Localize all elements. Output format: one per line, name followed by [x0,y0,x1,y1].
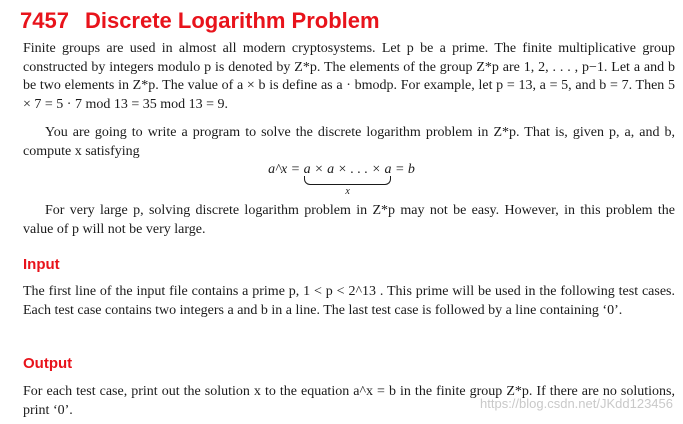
statement-paragraph-2: You are going to write a program to solve the discrete logarithm problem in Z*p. That is, given p, a, and b, compute x satisfying [23,125,675,159]
equation-right: = b [394,162,415,177]
underbrace-label: x [345,186,350,197]
statement-paragraph-1: Finite groups are used in almost all modern cryptosystems. Let p be a prime. The finite multiplicative group constructed by integers modulo p is denoted by Z*p. The elements of the group Z*p are 1, 2, . . . , p−1. Let a and b be two elements in Z*p. The value of a × b is define as a · bmodp. For example, let p = 13, a = 5, and b = 7. Then 5 × 7 = 5 · 7 mod 13 = 35 mod 13 = 9. [23,41,675,112]
equation [0,162,683,197]
problem-name: Discrete Logarithm Problem [84,8,380,33]
equation-left: a^x = [268,162,301,177]
equation-product-text: a × a × . . . × a [303,162,392,177]
output-text: For each test case, print out the solution x to the equation a^x = b in the finite group Z*p. If there are no solutions, print ‘0’. [23,384,675,418]
input-text: The first line of the input file contains a prime p, 1 < p < 2^13 . This prime will be used in the following test cases. Each test case contains two integers a and b in a line. The last test case is followed by a line containing ‘0’. [23,284,675,318]
statement-paragraph-3: For very large p, solving discrete logarithm problem in Z*p may not be easy. However, in this problem the value of p will not be very large. [23,203,675,237]
watermark: https://blog.csdn.net/JKdd123456 [480,396,673,411]
problem-number: 7457 [20,8,69,33]
equation-product [303,162,392,197]
problem-title [20,8,380,34]
input-heading: Input [23,256,60,273]
output-heading: Output [23,355,73,372]
